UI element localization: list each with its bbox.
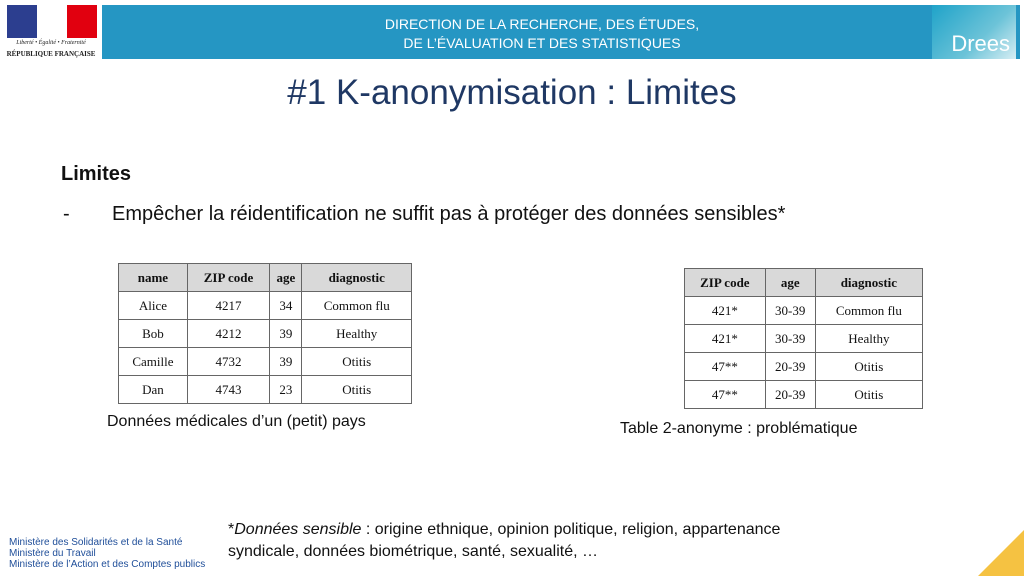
table-cell: 421* bbox=[685, 325, 766, 353]
medical-data-table bbox=[118, 263, 412, 404]
table-row bbox=[119, 376, 412, 404]
ministry-line: Ministère du Travail bbox=[9, 548, 96, 559]
marianne-logo bbox=[4, 3, 98, 61]
table-header-cell: diagnostic bbox=[302, 264, 412, 292]
table-cell: 4217 bbox=[187, 292, 269, 320]
corner-decoration bbox=[978, 530, 1024, 576]
table-cell: 4732 bbox=[187, 348, 269, 376]
table-cell: Otitis bbox=[302, 348, 412, 376]
ministries-list bbox=[9, 537, 205, 570]
header-band bbox=[102, 5, 1020, 59]
bullet-text: Empêcher la réidentification ne suffit pas à protéger des données sensibles* bbox=[112, 203, 786, 225]
table-cell: 39 bbox=[270, 320, 302, 348]
table-row bbox=[685, 381, 923, 409]
footnote-text: : origine ethnique, opinion politique, religion, appartenance bbox=[361, 521, 781, 538]
table-header-row bbox=[119, 264, 412, 292]
drees-logo bbox=[932, 5, 1016, 59]
table-cell: Camille bbox=[119, 348, 188, 376]
footnote bbox=[228, 519, 908, 563]
ministry-line: Ministère des Solidarités et de la Santé bbox=[9, 537, 183, 548]
table-row bbox=[119, 348, 412, 376]
table-header-cell: ZIP code bbox=[187, 264, 269, 292]
drees-logo-text: Drees bbox=[951, 31, 1010, 56]
table-row bbox=[685, 297, 923, 325]
table-cell: Healthy bbox=[815, 325, 922, 353]
table-cell: Dan bbox=[119, 376, 188, 404]
table-cell: Common flu bbox=[815, 297, 922, 325]
footnote-star: * bbox=[228, 521, 235, 538]
table-cell: 39 bbox=[270, 348, 302, 376]
table-header-cell: age bbox=[765, 269, 815, 297]
table-cell: Common flu bbox=[302, 292, 412, 320]
direction-line-1: DIRECTION DE LA RECHERCHE, DES ÉTUDES, bbox=[384, 16, 700, 32]
table-cell: 47** bbox=[685, 353, 766, 381]
table-cell: 23 bbox=[270, 376, 302, 404]
table-row bbox=[119, 320, 412, 348]
table-cell: Healthy bbox=[302, 320, 412, 348]
table-cell: Otitis bbox=[815, 381, 922, 409]
table-cell: Otitis bbox=[815, 353, 922, 381]
header bbox=[0, 0, 1024, 60]
footnote-line-2: syndicale, données biométrique, santé, sexualité, … bbox=[228, 543, 598, 560]
table-cell: Otitis bbox=[302, 376, 412, 404]
table-cell: 4743 bbox=[187, 376, 269, 404]
republique-francaise: RÉPUBLIQUE FRANÇAISE bbox=[6, 50, 96, 58]
table-row bbox=[119, 292, 412, 320]
table-cell: 20-39 bbox=[765, 381, 815, 409]
table-cell: 30-39 bbox=[765, 297, 815, 325]
table-row bbox=[685, 353, 923, 381]
ministry-line: Ministère de l’Action et des Comptes publics bbox=[9, 559, 206, 570]
section-heading: Limites bbox=[61, 163, 132, 185]
anonymized-table bbox=[684, 268, 923, 409]
motto: Liberté • Égalité • Fraternité bbox=[16, 40, 86, 46]
footnote-italic: Données sensible bbox=[234, 521, 362, 538]
direction-title bbox=[342, 15, 742, 53]
table-cell: 421* bbox=[685, 297, 766, 325]
bullet-marker: - bbox=[63, 203, 70, 225]
table-row bbox=[685, 325, 923, 353]
table-cell: 34 bbox=[270, 292, 302, 320]
table-cell: 30-39 bbox=[765, 325, 815, 353]
table-header-cell: name bbox=[119, 264, 188, 292]
table-cell: 20-39 bbox=[765, 353, 815, 381]
table-cell: 4212 bbox=[187, 320, 269, 348]
table-header-cell: age bbox=[270, 264, 302, 292]
table-cell: Bob bbox=[119, 320, 188, 348]
french-flag-icon bbox=[7, 5, 97, 38]
direction-line-2: DE L’ÉVALUATION ET DES STATISTIQUES bbox=[403, 35, 681, 51]
table2-caption: Table 2-anonyme : problématique bbox=[620, 420, 858, 437]
table-cell: Alice bbox=[119, 292, 188, 320]
table1-caption: Données médicales d’un (petit) pays bbox=[107, 413, 366, 430]
table-header-row bbox=[685, 269, 923, 297]
table-header-cell: ZIP code bbox=[685, 269, 766, 297]
table-cell: 47** bbox=[685, 381, 766, 409]
table-header-cell: diagnostic bbox=[815, 269, 922, 297]
slide-title: #1 K-anonymisation : Limites bbox=[287, 73, 737, 112]
